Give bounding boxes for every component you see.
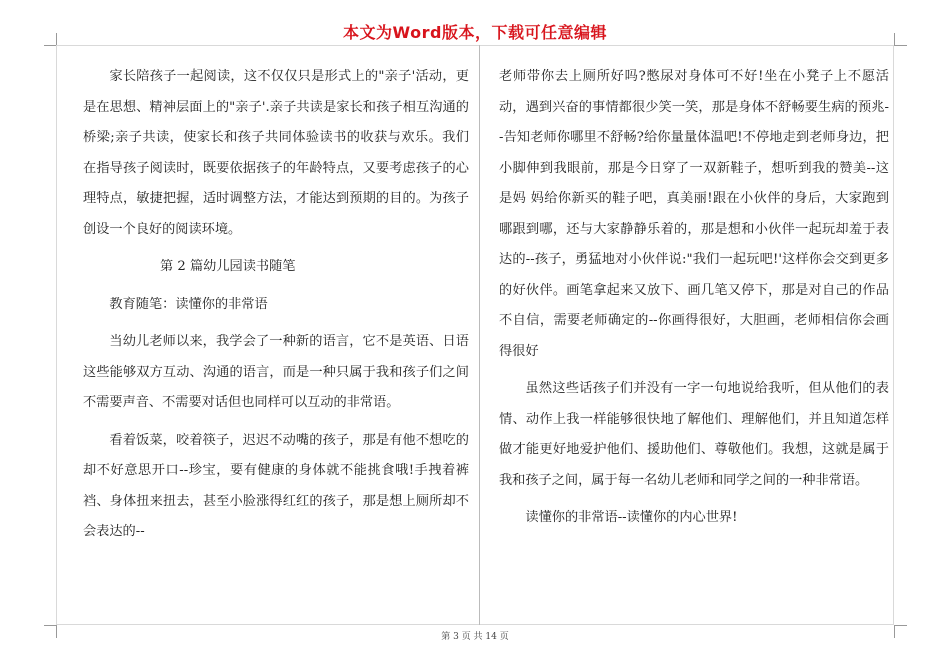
paragraph: 读懂你的非常语--读懂你的内心世界! — [525, 510, 738, 525]
crop-mark-top-right — [894, 33, 907, 46]
paragraph: 看着饭菜，咬着筷子，迟迟不动嘴的孩子，那是有他不想吃的却不好意思开口--珍宝，要有健康的身体就不能挑食哦!手拽着裤裆、身体扭来扭去，甚至小脸涨得红红的孩子，那是想上厕所却不会表达的-- — [83, 432, 469, 539]
paragraph: 家长陪孩子一起阅读，这不仅仅只是形式上的"亲子'活动，更是在思想、精神层面上的"亲子'.亲子共读是家长和孩子相互沟通的桥梁;亲子共读，使家长和孩子共同体验读书的收获与欢乐。我们在指导孩子阅读时，既要依据孩子的年龄特点，又要考虑孩子的心理特点，敏捷把握，适时调整方法，才能达到预期的目的。为孩子创设一个良好的阅读环境。 — [83, 69, 469, 237]
paragraph: 虽然这些话孩子们并没有一字一句地说给我听，但从他们的表情、动作上我一样能够很快地了解他们、理解他们，并且知道怎样做才能更好地爱护他们、援助他们、尊敬他们。我想，这就是属于我和孩子之间，属于每一名幼儿老师和同学之间的一种非常语。 — [499, 381, 889, 488]
right-column — [499, 62, 889, 534]
page-number-footer: 第 3 页 共 14 页 — [441, 632, 509, 642]
column-divider — [479, 45, 480, 625]
word-version-banner: 本文为Word版本，下载可任意编辑 — [343, 23, 607, 42]
section-heading: 第 2 篇幼儿园读书随笔 — [160, 259, 296, 274]
section-subheading: 教育随笔：读懂你的非常语 — [109, 296, 268, 312]
paragraph: 老师带你去上厕所好吗?憋尿对身体可不好!坐在小凳子上不愿活动，遇到兴奋的事情都很少笑一笑，那是身体不舒畅要生病的预兆--告知老师你哪里不舒畅?给你量量体温吧!不停地走到老师身边，把小脚伸到我眼前，那是今日穿了一双新鞋子，想听到我的赞美--这是妈 妈给你新买的鞋子吧，真美丽!跟在小伙伴的身后，大家跑到哪跟到哪，还与大家静静乐着的，那是想和小伙伴一起玩却羞于表达的--孩子，勇猛地对小伙伴说:"我们一起玩吧!'这样你会交到更多的好伙伴。画笔拿起来又放下、画几笔又停下，那是对自己的作品不自信，需要老师确定的--你画得很好，大胆画，老师相信你会画得很好 — [499, 69, 889, 359]
paragraph: 当幼儿老师以来，我学会了一种新的语言，它不是英语、日语这些能够双方互动、沟通的语言，而是一种只属于我和孩子们之间不需要声音、不需要对话但也同样可以互动的非常语。 — [83, 334, 469, 410]
left-column — [83, 62, 469, 548]
